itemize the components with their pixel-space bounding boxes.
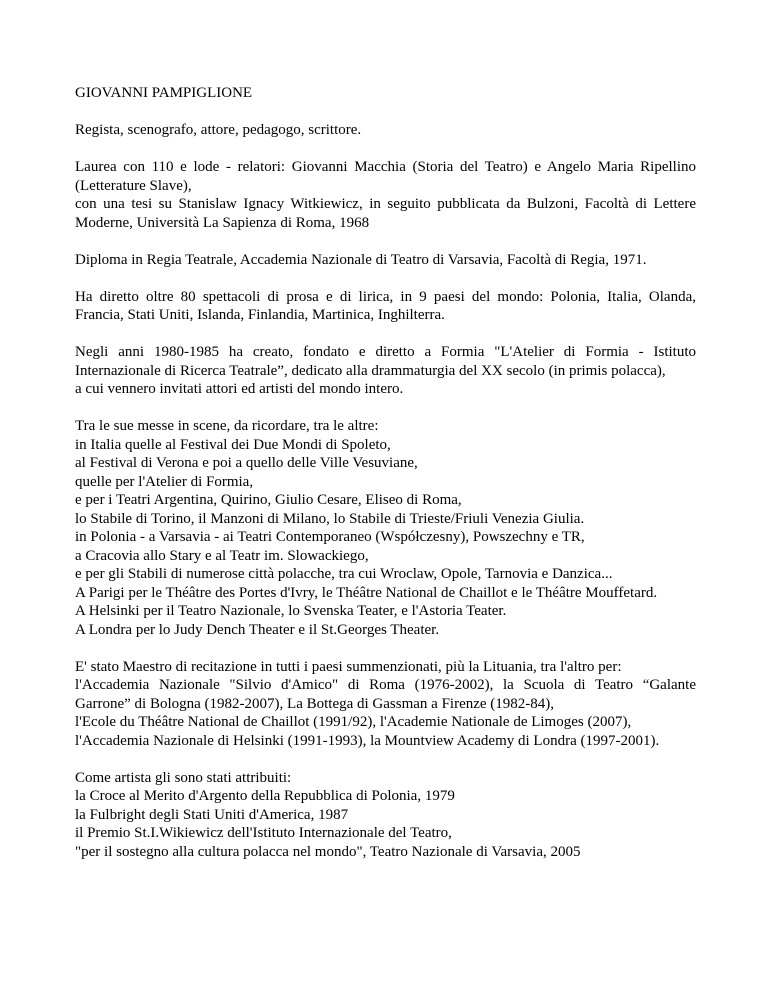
paragraph-line: lo Stabile di Torino, il Manzoni di Milano, lo Stabile di Trieste/Friuli Venezia Giulia.: [75, 510, 585, 527]
productions-paragraph: [75, 417, 696, 639]
document-page: [75, 84, 696, 880]
roles-paragraph: [75, 121, 696, 140]
paragraph-line: al Festival di Verona e poi a quello delle Ville Vesuviane,: [75, 455, 418, 471]
paragraph-line: in Italia quelle al Festival dei Due Mondi di Spoleto,: [75, 436, 391, 453]
title-text: GIOVANNI PAMPIGLIONE: [75, 85, 253, 101]
paragraph-line: E' stato Maestro di recitazione in tutti i paesi summenzionati, più la Lituania, tra l'altro per:: [75, 658, 622, 675]
awards-paragraph: [75, 769, 696, 862]
paragraph-line: con una tesi su Stanislaw Ignacy Witkiewicz, in seguito pubblicata da Bulzoni, Facoltà di Lettere: [75, 196, 696, 212]
paragraph-line: l'Ecole du Théâtre National de Chaillot (1991/92), l'Academie Nationale de Limoges (2007),: [75, 714, 632, 730]
paragraph-line: il Premio St.I.Wikiewicz dell'Istituto Internazionale del Teatro,: [75, 825, 452, 841]
atelier-paragraph: [75, 343, 696, 399]
paragraph-line: quelle per l'Atelier di Formia,: [75, 473, 254, 490]
education-paragraph: [75, 158, 696, 232]
paragraph-line: la Croce al Merito d'Argento della Repubblica di Polonia, 1979: [75, 788, 455, 804]
document-title: [75, 84, 696, 103]
paragraph-line: Francia, Stati Uniti, Islanda, Finlandia, Martinica, Inghilterra.: [75, 307, 445, 323]
paragraph-line: a cui vennero invitati attori ed artisti del mondo intero.: [75, 381, 404, 397]
paragraph-line: Laurea con 110 e lode - relatori: Giovanni Macchia (Storia del Teatro) e Angelo Maria Ripellino: [75, 159, 696, 175]
paragraph-line: A Helsinki per il Teatro Nazionale, lo Svenska Teater, e l'Astoria Teater.: [75, 603, 507, 619]
teaching-paragraph: [75, 658, 696, 751]
paragraph-line: e per i Teatri Argentina, Quirino, Giulio Cesare, Eliseo di Roma,: [75, 492, 462, 508]
directed-paragraph: [75, 288, 696, 325]
diploma-text: Diploma in Regia Teatrale, Accademia Nazionale di Teatro di Varsavia, Facoltà di Regia, 1971.: [75, 251, 647, 268]
paragraph-line: (Letterature Slave),: [75, 177, 192, 194]
paragraph-line: Ha diretto oltre 80 spettacoli di prosa e di lirica, in 9 paesi del mondo: Polonia, Italia, Olanda,: [75, 288, 696, 305]
roles-text: Regista, scenografo, attore, pedagogo, scrittore.: [75, 122, 362, 138]
paragraph-line: l'Accademia Nazionale di Helsinki (1991-1993), la Mountview Academy di Londra (1997-2001).: [75, 732, 660, 749]
paragraph-line: Internazionale di Ricerca Teatrale”, dedicato alla drammaturgia del XX secolo (in primis polacca),: [75, 362, 666, 379]
paragraph-line: Garrone” di Bologna (1982-2007), La Bottega di Gassman a Firenze (1982-84),: [75, 695, 555, 712]
paragraph-line: la Fulbright degli Stati Uniti d'America, 1987: [75, 806, 349, 823]
paragraph-line: in Polonia - a Varsavia - ai Teatri Contemporaneo (Współczesny), Powszechny e TR,: [75, 529, 585, 545]
paragraph-line: a Cracovia allo Stary e al Teatr im. Slowackiego,: [75, 547, 369, 564]
paragraph-line: Negli anni 1980-1985 ha creato, fondato e diretto a Formia "L'Atelier di Formia - Istituto: [75, 344, 696, 360]
paragraph-line: Tra le sue messe in scene, da ricordare, tra le altre:: [75, 418, 379, 434]
paragraph-line: "per il sostegno alla cultura polacca nel mondo", Teatro Nazionale di Varsavia, 2005: [75, 843, 581, 860]
paragraph-line: e per gli Stabili di numerose città polacche, tra cui Wroclaw, Opole, Tarnovia e Danzica...: [75, 566, 613, 582]
paragraph-line: A Parigi per le Théâtre des Portes d'Ivry, le Théâtre National de Chaillot e le Théâtre Mouffetard.: [75, 584, 658, 601]
paragraph-line: Moderne, Università La Sapienza di Roma, 1968: [75, 214, 370, 231]
diploma-paragraph: [75, 251, 696, 270]
paragraph-line: Come artista gli sono stati attribuiti:: [75, 769, 292, 786]
paragraph-line: l'Accademia Nazionale "Silvio d'Amico" di Roma (1976-2002), la Scuola di Teatro “Galante: [75, 677, 696, 693]
paragraph-line: A Londra per lo Judy Dench Theater e il St.Georges Theater.: [75, 621, 440, 638]
